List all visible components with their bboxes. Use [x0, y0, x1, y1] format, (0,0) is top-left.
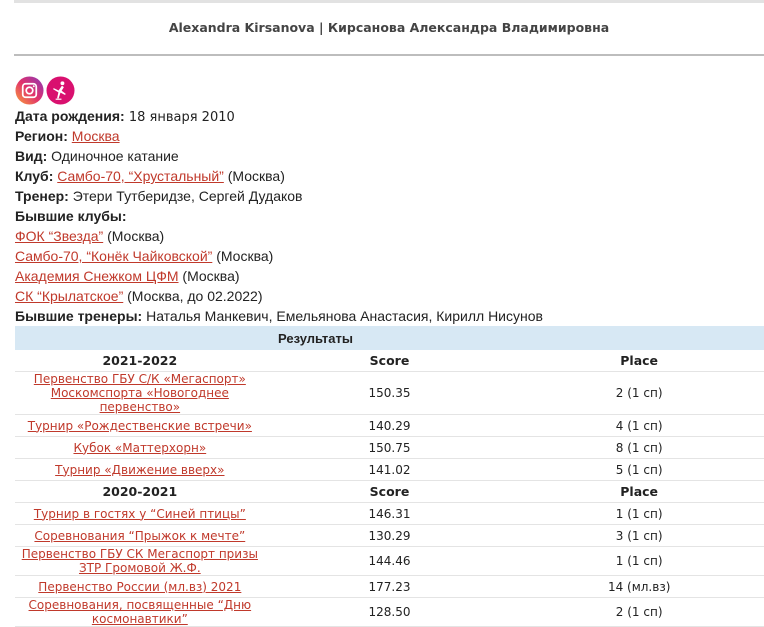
event-score: 177.23	[265, 576, 515, 598]
event-link[interactable]: Первенство ГБУ С/К «Мегаспорт» Москомспорта «Новогоднее первенство»	[33, 372, 246, 414]
former-club-link[interactable]: Самбо-70, “Конёк Чайковской”	[15, 248, 213, 264]
table-row	[15, 503, 764, 525]
club-city: (Москва)	[227, 168, 285, 184]
table-row	[15, 598, 764, 627]
event-score: 150.35	[265, 372, 515, 415]
event-place: 8 (1 сп)	[514, 437, 764, 459]
table-row	[15, 547, 764, 576]
former-clubs-label: Бывшие клубы:	[15, 208, 127, 224]
season-label: 2020-2021	[15, 481, 265, 503]
club-row	[15, 166, 755, 186]
event-link[interactable]: Первенство ГБУ СК Мегаспорт призы ЗТР Громовой Ж.Ф.	[21, 547, 258, 575]
results-title-row	[15, 326, 764, 350]
event-link[interactable]: Соревнования “Прыжок к мечте”	[34, 528, 246, 543]
event-score: 128.50	[265, 598, 515, 627]
page-title: Alexandra Kirsanova | Кирсанова Александра Владимировна	[168, 19, 610, 35]
place-header: Place	[514, 350, 764, 372]
table-row	[15, 576, 764, 598]
former-clubs-heading	[15, 206, 755, 226]
season-header-row	[15, 481, 764, 503]
event-place: 2 (1 сп)	[514, 372, 764, 415]
former-club-note: (Москва)	[107, 228, 165, 244]
results-table	[15, 326, 764, 627]
event-link[interactable]: Соревнования, посвященные “Дню космонавтики”	[28, 598, 252, 626]
former-club-note: (Москва)	[216, 248, 274, 264]
event-link[interactable]: Турнир «Движение вверх»	[55, 462, 225, 477]
former-club-note: (Москва)	[182, 268, 240, 284]
former-club-item	[15, 286, 755, 306]
discipline-label: Вид:	[15, 148, 48, 164]
birth-date-value: 18 января 2010	[128, 110, 235, 125]
former-club-item	[15, 246, 755, 266]
results-title: Результаты	[15, 326, 764, 350]
event-score: 141.02	[265, 459, 515, 481]
header-divider	[14, 54, 764, 56]
event-place: 4 (1 сп)	[514, 415, 764, 437]
region-link[interactable]: Москва	[71, 128, 120, 144]
event-place: 2 (1 сп)	[514, 598, 764, 627]
former-club-note: (Москва, до 02.2022)	[127, 288, 263, 304]
event-place: 1 (1 сп)	[514, 503, 764, 525]
season-header-row	[15, 350, 764, 372]
event-link[interactable]: Турнир в гостях у “Синей птицы”	[33, 506, 246, 521]
place-header: Place	[514, 481, 764, 503]
table-row	[15, 415, 764, 437]
club-label: Клуб:	[15, 168, 54, 184]
former-club-link[interactable]: СК “Крылатское”	[15, 288, 124, 304]
former-coaches-value: Наталья Манкевич, Емельянова Анастасия, Кирилл Нисунов	[146, 308, 543, 324]
event-place: 1 (1 сп)	[514, 547, 764, 576]
discipline-row	[15, 146, 755, 166]
former-club-item	[15, 266, 755, 286]
score-header: Score	[265, 481, 515, 503]
table-row	[15, 525, 764, 547]
birth-date-label: Дата рождения:	[15, 108, 125, 124]
former-coaches-row	[15, 306, 755, 326]
social-icons	[15, 76, 75, 105]
former-coaches-label: Бывшие тренеры:	[15, 308, 143, 324]
coach-row	[15, 186, 755, 206]
coach-label: Тренер:	[15, 188, 69, 204]
instagram-icon[interactable]	[15, 76, 44, 105]
top-divider	[14, 0, 764, 3]
region-label: Регион:	[15, 128, 68, 144]
event-link[interactable]: Кубок «Маттерхорн»	[73, 440, 207, 455]
profile-info	[15, 106, 755, 326]
former-club-link[interactable]: ФОК “Звезда”	[15, 228, 104, 244]
event-score: 146.31	[265, 503, 515, 525]
region-row	[15, 126, 755, 146]
table-row	[15, 372, 764, 415]
event-score: 140.29	[265, 415, 515, 437]
season-label: 2021-2022	[15, 350, 265, 372]
event-link[interactable]: Первенство России (мл.вз) 2021	[38, 579, 242, 594]
discipline-value: Одиночное катание	[51, 148, 179, 164]
former-club-link[interactable]: Академия Снежком ЦФМ	[15, 268, 179, 284]
event-link[interactable]: Турнир «Рождественские встречи»	[27, 418, 252, 433]
former-club-item	[15, 226, 755, 246]
event-score: 144.46	[265, 547, 515, 576]
score-header: Score	[265, 350, 515, 372]
event-score: 130.29	[265, 525, 515, 547]
table-row	[15, 459, 764, 481]
club-link[interactable]: Самбо-70, “Хрустальный”	[57, 168, 224, 184]
coach-value: Этери Тутберидзе, Сергей Дудаков	[72, 188, 303, 204]
event-place: 5 (1 сп)	[514, 459, 764, 481]
skater-icon[interactable]	[46, 76, 75, 105]
event-place: 3 (1 сп)	[514, 525, 764, 547]
event-score: 150.75	[265, 437, 515, 459]
event-place: 14 (мл.вз)	[514, 576, 764, 598]
table-row	[15, 437, 764, 459]
birth-date-row	[15, 106, 755, 126]
